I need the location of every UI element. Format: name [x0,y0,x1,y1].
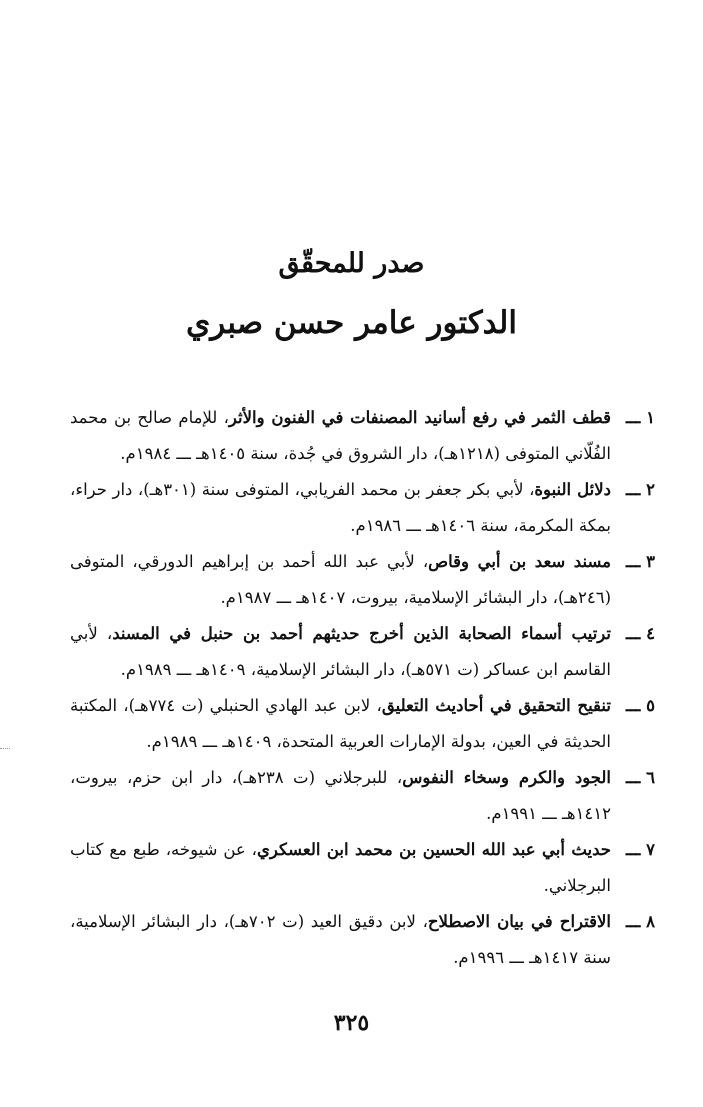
item-number: ٣ ـــ [625,552,655,571]
list-item [70,688,655,760]
item-text [70,904,611,976]
heading-author-name: الدكتور عامر حسن صبري [186,305,517,341]
item-number: ١ ـــ [625,408,655,427]
item-text [70,544,611,616]
item-text [70,400,611,472]
item-text [70,472,611,544]
list-item [70,616,655,688]
item-title: ترتيب أسماء الصحابة الذين أخرج حديثهم أحمد بن حنبل في المسند [112,624,612,643]
item-text [70,760,611,832]
item-number: ٨ ـــ [625,912,655,931]
item-title: قطف الثمر في رفع أسانيد المصنفات في الفنون والأثر [228,408,611,427]
list-item [70,832,655,904]
item-details: ، لأبي عبد الله أحمد بن إبراهيم الدورقي، المتوفى (٢٤٦هـ)، دار البشائر الإسلامية، بيروت، ١٤٠٧هـ ـــ ١٩٨٧م. [70,552,611,607]
item-number: ٢ ـــ [625,480,655,499]
item-details: ، لأبي القاسم ابن عساكر (ت ٥٧١هـ)، دار البشائر الإسلامية، ١٤٠٩هـ ـــ ١٩٨٩م. [70,624,611,679]
item-title: تنقيح التحقيق في أحاديث التعليق [381,696,611,715]
list-item [70,400,655,472]
item-title: دلائل النبوة [534,480,611,499]
item-number: ٧ ـــ [625,840,655,859]
list-item [70,472,655,544]
item-details: ، للإمام صالح بن محمد الفُلّاني المتوفى (١٢١٨هـ)، دار الشروق في جُدة، سنة ١٤٠٥هـ ـــ ١٩٨٤م. [70,408,611,463]
item-title: الجود والكرم وسخاء النفوس [402,768,611,787]
item-title: الاقتراح في بيان الاصطلاح [427,912,612,931]
margin-mark [0,748,10,749]
list-item [70,760,655,832]
item-title: مسند سعد بن أبي وقاص [428,552,611,571]
list-item [70,904,655,976]
item-title: حديث أبي عبد الله الحسين بن محمد ابن العسكري [257,840,612,859]
item-number: ٦ ـــ [625,768,655,787]
item-number: ٥ ـــ [625,696,655,715]
item-details: ، لابن عبد الهادي الحنبلي (ت ٧٧٤هـ)، المكتبة الحديثة في العين، بدولة الإمارات العربية المتحدة، ١٤٠٩هـ ـــ ١٩٨٩م. [70,696,611,751]
item-details: ، عن شيوخه، طبع مع كتاب البرجلاني. [70,840,611,895]
item-text [70,616,611,688]
item-text [70,688,611,760]
publication-list [70,400,655,976]
item-details: ، لأبي بكر جعفر بن محمد الفريابي، المتوفى سنة (٣٠١هـ)، دار حراء، بمكة المكرمة، سنة ١٤٠٦هـ ـــ ١٩٨٦م. [70,480,611,535]
list-item [70,544,655,616]
item-details: ، لابن دقيق العيد (ت ٧٠٢هـ)، دار البشائر الإسلامية، سنة ١٤١٧هـ ـــ ١٩٩٦م. [70,912,611,967]
item-text [70,832,611,904]
item-number: ٤ ـــ [625,624,655,643]
page-number: ٣٢٥ [333,1010,370,1036]
item-details: ، للبرجلاني (ت ٢٣٨هـ)، دار ابن حزم، بيروت، ١٤١٢هـ ـــ ١٩٩١م. [70,768,611,823]
heading-published-by: صدر للمحقّق [278,248,425,279]
